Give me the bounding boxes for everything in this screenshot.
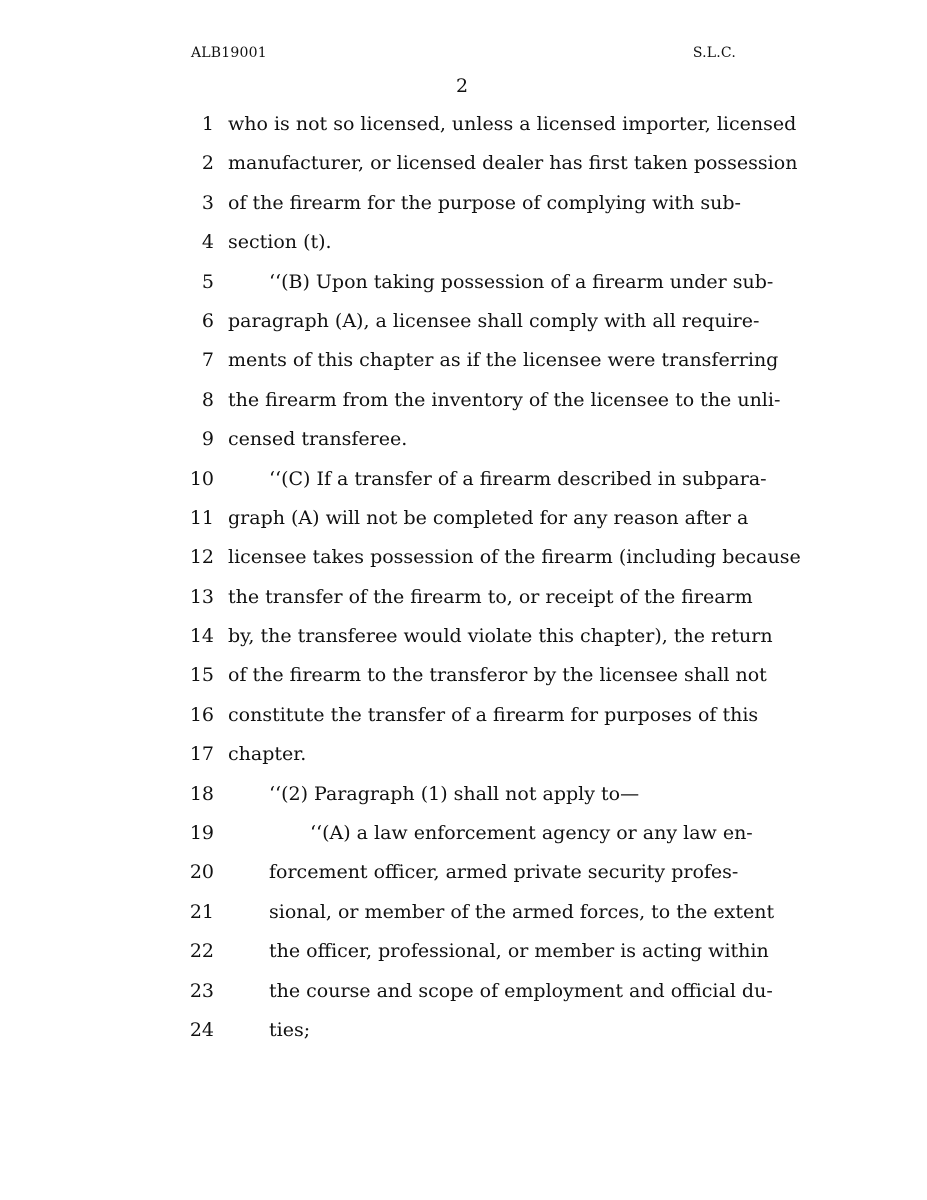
line-number: 23 bbox=[189, 979, 214, 1002]
bill-text bbox=[0, 104, 927, 1049]
line-number: 12 bbox=[189, 546, 214, 569]
text-line bbox=[0, 971, 927, 1010]
text-line bbox=[0, 892, 927, 931]
line-text: the course and scope of employment and official du- bbox=[269, 979, 773, 1002]
line-text: forcement officer, armed private security profes- bbox=[269, 861, 739, 884]
text-line bbox=[0, 380, 927, 419]
text-line bbox=[0, 616, 927, 655]
text-line bbox=[0, 813, 927, 852]
line-number: 16 bbox=[189, 703, 214, 726]
line-number: 21 bbox=[189, 900, 214, 923]
line-number: 15 bbox=[189, 664, 214, 687]
line-number: 14 bbox=[189, 625, 214, 648]
text-line bbox=[0, 1010, 927, 1049]
line-number: 19 bbox=[189, 822, 214, 845]
line-number: 13 bbox=[189, 585, 214, 608]
text-line bbox=[0, 734, 927, 773]
line-number: 5 bbox=[201, 270, 214, 293]
line-text: ‘‘(A) a law enforcement agency or any law en- bbox=[310, 822, 753, 845]
line-number: 6 bbox=[201, 309, 214, 332]
text-line bbox=[0, 104, 927, 143]
line-text: ments of this chapter as if the licensee were transferring bbox=[228, 349, 779, 372]
line-number: 1 bbox=[201, 113, 214, 135]
text-line bbox=[0, 498, 927, 537]
text-line bbox=[0, 301, 927, 340]
page-number: 2 bbox=[455, 75, 469, 97]
text-line bbox=[0, 655, 927, 694]
line-text: ‘‘(B) Upon taking possession of a firearm under sub- bbox=[269, 270, 774, 293]
line-text: of the firearm to the transferor by the licensee shall not bbox=[228, 664, 767, 687]
line-text: ‘‘(C) If a transfer of a firearm described in subpara- bbox=[269, 467, 767, 490]
line-text: the firearm from the inventory of the licensee to the unli- bbox=[228, 388, 781, 411]
line-number: 11 bbox=[189, 506, 214, 529]
text-line bbox=[0, 459, 927, 498]
line-text: the transfer of the firearm to, or receipt of the firearm bbox=[228, 585, 753, 608]
line-text: chapter. bbox=[228, 743, 307, 766]
line-number: 22 bbox=[189, 940, 214, 963]
line-text: section (t). bbox=[228, 231, 332, 254]
text-line bbox=[0, 774, 927, 813]
line-text: sional, or member of the armed forces, to the extent bbox=[269, 900, 775, 923]
line-text: ‘‘(2) Paragraph (1) shall not apply to— bbox=[269, 782, 640, 805]
office-code: S.L.C. bbox=[692, 45, 736, 61]
line-number: 10 bbox=[189, 467, 214, 490]
line-text: by, the transferee would violate this chapter), the return bbox=[228, 625, 773, 648]
text-line bbox=[0, 262, 927, 301]
text-line bbox=[0, 340, 927, 379]
text-line bbox=[0, 931, 927, 970]
line-text: constitute the transfer of a firearm for purposes of this bbox=[228, 703, 759, 726]
line-text: who is not so licensed, unless a licensed importer, licensed bbox=[228, 113, 797, 135]
line-number: 7 bbox=[201, 349, 214, 372]
line-text: graph (A) will not be completed for any reason after a bbox=[228, 506, 749, 529]
line-number: 2 bbox=[201, 152, 214, 175]
line-text: of the firearm for the purpose of complying with sub- bbox=[228, 191, 741, 214]
text-line bbox=[0, 695, 927, 734]
line-number: 9 bbox=[201, 428, 214, 451]
line-text: ties; bbox=[269, 1018, 311, 1041]
text-line bbox=[0, 419, 927, 458]
line-number: 3 bbox=[201, 191, 214, 214]
line-number: 17 bbox=[189, 743, 214, 766]
line-number: 18 bbox=[189, 782, 214, 805]
text-line bbox=[0, 537, 927, 576]
line-text: licensee takes possession of the firearm (including because bbox=[228, 546, 801, 569]
line-text: the officer, professional, or member is acting within bbox=[269, 940, 769, 963]
line-text: paragraph (A), a licensee shall comply with all require- bbox=[228, 309, 760, 332]
line-text: censed transferee. bbox=[228, 428, 408, 451]
line-number: 8 bbox=[201, 388, 214, 411]
text-line bbox=[0, 143, 927, 182]
text-line bbox=[0, 183, 927, 222]
text-line bbox=[0, 852, 927, 891]
document-code: ALB19001 bbox=[191, 45, 267, 61]
text-line bbox=[0, 577, 927, 616]
line-number: 24 bbox=[189, 1018, 214, 1041]
text-line bbox=[0, 222, 927, 261]
line-number: 4 bbox=[201, 231, 214, 254]
line-number: 20 bbox=[189, 861, 214, 884]
line-text: manufacturer, or licensed dealer has first taken possession bbox=[228, 152, 798, 175]
